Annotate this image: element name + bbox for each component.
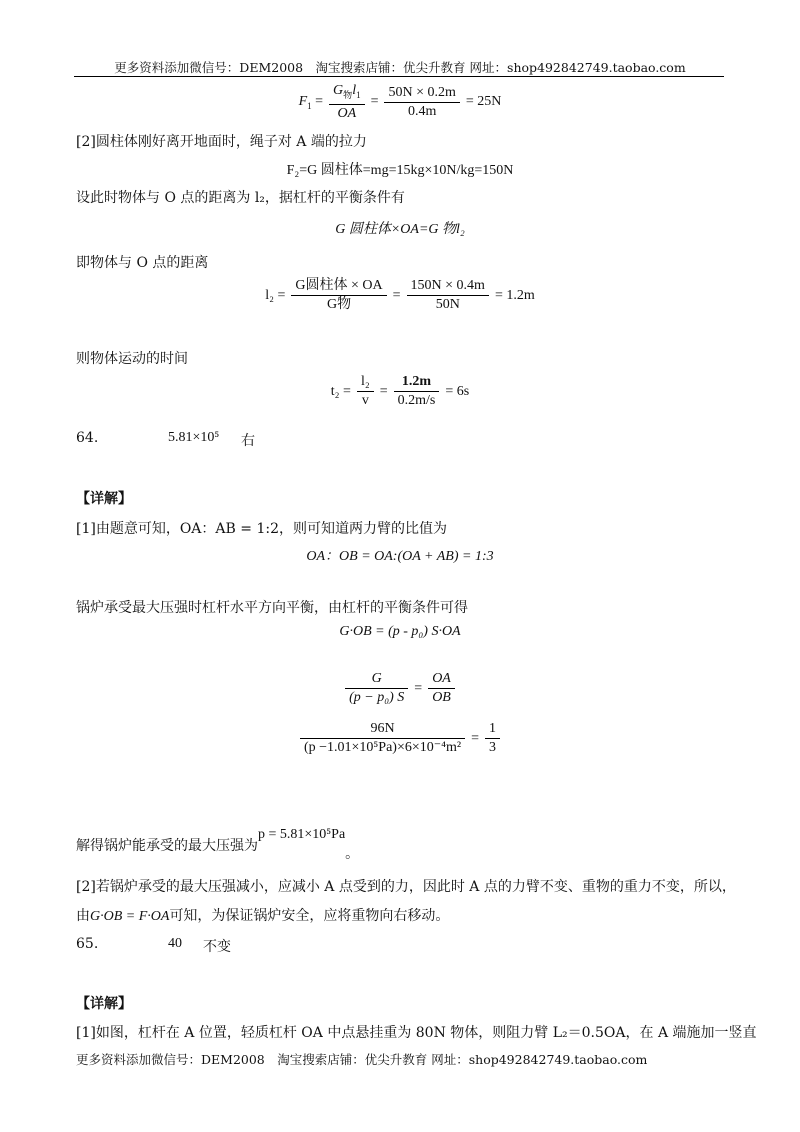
q64-paragraph-4: [2]若锅炉承受的最大压强减小，应减小 A 点受到的力，因此时 A 点的力臂不变、重物的重力不变，所以， (76, 879, 736, 895)
formula-f1: $F_1$ = $\frac{G_物l_1}{OA}$ = $\frac{50N \times 0.2m}{0.4m}$ = 25N (298, 83, 502, 121)
question-64-value: 5.81×10⁵ (168, 430, 220, 445)
q64-paragraph-2: 锅炉承受最大压强时杠杆水平方向平衡，由杠杆的平衡条件可得 (76, 600, 468, 616)
question-65-number: 65. (76, 936, 99, 952)
formula-f5: t₂ = $\frac{\text{l₂}}{v}$ = $\frac{1.2m}{0.2m/s}$ = 6s (330, 374, 470, 408)
paragraph-4: 即物体与 O 点的距离 (76, 255, 209, 271)
page-footer: 更多资料添加微信号：DEM2008 淘宝搜索店铺：优尖升教育 网址：shop492842749.taobao.com (76, 1052, 648, 1067)
q64-formula-3: $\frac{G}{\text{(p − p₀) S}}$ = $\frac{OA}{OB}$ (0, 670, 800, 707)
q64-paragraph-5: 由G·OB = F·OA可知，为保证锅炉安全，应将重物向右移动。 (76, 908, 450, 924)
paragraph-5: 则物体运动的时间 (76, 351, 188, 367)
detail-heading-64: 【详解】 (76, 491, 132, 507)
page-header: 更多资料添加微信号：DEM2008 淘宝搜索店铺：优尖升教育 网址：shop492842749.taobao.com (114, 60, 686, 75)
paragraph-3: 设此时物体与 O 点的距离为 l₂，据杠杆的平衡条件有 (76, 190, 405, 206)
q64-formula-1: OA：OB = OA:(OA + AB) = 1:3 (306, 549, 494, 564)
header-rule (74, 76, 724, 77)
q65-paragraph-1: [1]如图，杠杆在 A 位置，轻质杠杆 OA 中点悬挂重为 80N 物体，则阻力臂 L₂＝0.5OA，在 A 端施加一竖直 (76, 1025, 757, 1041)
detail-heading-65: 【详解】 (76, 996, 132, 1012)
question-64-direction: 右 (241, 433, 255, 449)
formula-f3: G 圆柱体×OA=G 物l₂ (335, 222, 465, 237)
q64-formula-2: G·OB = (p - p₀) S·OA (339, 624, 461, 639)
question-65-word: 不变 (203, 939, 231, 955)
q64-paragraph-3: 解得锅炉能承受的最大压强为p = 5.81×10⁵Pa。 (76, 827, 360, 862)
question-64-number: 64. (76, 430, 99, 446)
question-65-value: 40 (168, 936, 182, 951)
q64-paragraph-1: [1]由题意可知，OA：AB = 1:2，则可知道两力臂的比值为 (76, 521, 447, 537)
formula-f4: l₂ = $\frac{\text{G圆柱体 × OA}}{\text{G物}}$ = $\frac{150N \times 0.4m}{50N}$ = 1.2m (265, 278, 535, 312)
paragraph-2: [2]圆柱体刚好离开地面时，绳子对 A 端的拉力 (76, 134, 367, 150)
q64-formula-4: $\frac{96N}{\text{(p −1.01×10⁵Pa)×6×10⁻⁴m²}}$ = $\frac{1}{3}$ (0, 720, 800, 757)
formula-f2: F₂=G 圆柱体=mg=15kg×10N/kg=150N (286, 163, 514, 178)
